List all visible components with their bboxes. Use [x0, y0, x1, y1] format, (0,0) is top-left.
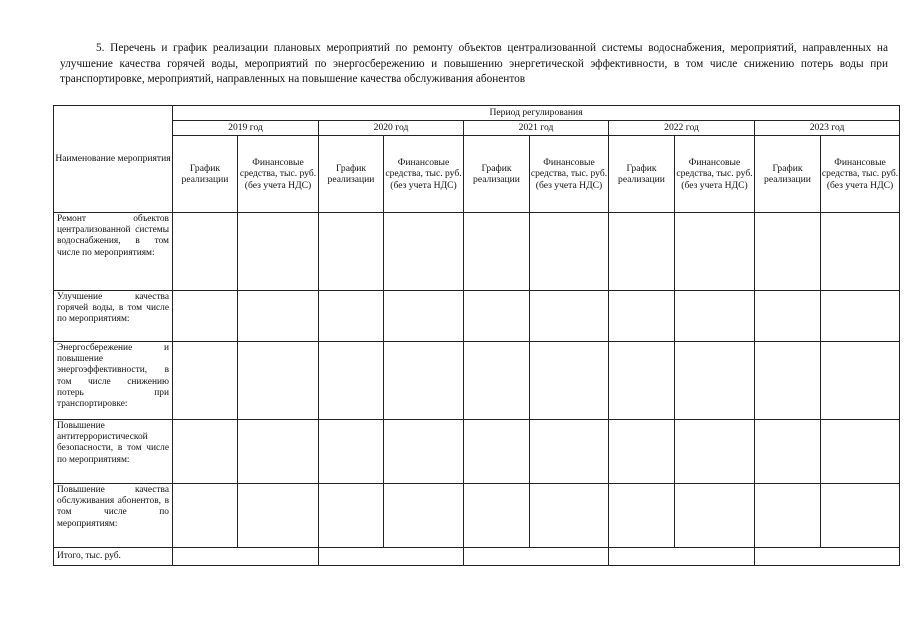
table-cell	[755, 484, 821, 548]
table-cell	[609, 484, 675, 548]
column-header-schedule: График реализации	[173, 136, 238, 213]
table-cell	[821, 342, 900, 420]
year-header: 2019 год	[173, 121, 319, 136]
column-header-schedule: График реализации	[464, 136, 530, 213]
table-cell	[384, 420, 464, 484]
table-cell	[821, 291, 900, 342]
column-header-finance: Финансовые средства, тыс. руб. (без учета НДС)	[675, 136, 755, 213]
column-header-finance: Финансовые средства, тыс. руб. (без учета НДС)	[384, 136, 464, 213]
table-cell	[530, 291, 609, 342]
table-cell	[238, 213, 319, 291]
table-cell	[675, 484, 755, 548]
column-header-finance: Финансовые средства, тыс. руб. (без учета НДС)	[530, 136, 609, 213]
table-cell	[173, 213, 238, 291]
column-header-schedule: График реализации	[319, 136, 384, 213]
table-cell	[319, 342, 384, 420]
table-cell	[675, 291, 755, 342]
table-cell	[384, 484, 464, 548]
total-row	[54, 548, 900, 566]
column-header-finance: Финансовые средства, тыс. руб. (без учета НДС)	[238, 136, 319, 213]
table-cell	[384, 291, 464, 342]
total-cell	[609, 548, 755, 566]
table-cell	[319, 213, 384, 291]
table-cell	[675, 213, 755, 291]
column-header-finance: Финансовые средства, тыс. руб. (без учета НДС)	[821, 136, 900, 213]
table-cell	[319, 420, 384, 484]
table-cell	[755, 420, 821, 484]
table-cell	[173, 420, 238, 484]
column-header-name: Наименование мероприятия	[54, 106, 173, 213]
table-row	[54, 213, 900, 291]
table-cell	[464, 484, 530, 548]
table-cell	[464, 291, 530, 342]
table-cell	[319, 291, 384, 342]
total-label: Итого, тыс. руб.	[54, 548, 173, 566]
total-cell	[464, 548, 609, 566]
section-heading-text: 5. Перечень и график реализации плановых мероприятий по ремонту объектов централизованной системы водоснабжения, мероприятий, направленных на улучшение качества горячей воды, мероприятий по энергосбережению и повышению энергетической эффективности, в том числе снижению потерь воды при транспортировке, мероприятий, направленных на повышение качества обслуживания абонентов	[60, 42, 888, 86]
table-cell	[609, 420, 675, 484]
table-cell	[238, 484, 319, 548]
table-cell	[173, 291, 238, 342]
table-cell	[319, 484, 384, 548]
column-header-schedule: График реализации	[609, 136, 675, 213]
table-cell	[464, 420, 530, 484]
table-cell	[464, 213, 530, 291]
table-row	[54, 342, 900, 420]
table-cell	[755, 213, 821, 291]
table-cell	[675, 342, 755, 420]
table-cell	[755, 291, 821, 342]
table-cell	[173, 484, 238, 548]
table-cell	[384, 342, 464, 420]
table-cell	[530, 484, 609, 548]
table-row	[54, 291, 900, 342]
table-cell	[609, 291, 675, 342]
row-label: Повышение качества обслуживания абонентов, в том числе по мероприятиям:	[54, 484, 173, 548]
row-label: Повышение антитеррористической безопасности, в том числе по мероприятиям:	[54, 420, 173, 484]
year-header: 2022 год	[609, 121, 755, 136]
total-cell	[173, 548, 319, 566]
year-header: 2023 год	[755, 121, 900, 136]
section-heading	[60, 41, 888, 88]
total-cell	[319, 548, 464, 566]
table-cell	[755, 342, 821, 420]
table-cell	[675, 420, 755, 484]
table-cell	[530, 213, 609, 291]
table-cell	[821, 484, 900, 548]
table-cell	[821, 420, 900, 484]
year-header: 2021 год	[464, 121, 609, 136]
table-cell	[464, 342, 530, 420]
plan-table	[53, 105, 900, 566]
total-cell	[755, 548, 900, 566]
table-row	[54, 420, 900, 484]
table-cell	[238, 291, 319, 342]
table-cell	[609, 342, 675, 420]
table-cell	[173, 342, 238, 420]
row-label: Улучшение качества горячей воды, в том числе по мероприятиям:	[54, 291, 173, 342]
row-label: Ремонт объектов централизованной системы водоснабжения, в том числе по мероприятиям:	[54, 213, 173, 291]
table-cell	[530, 420, 609, 484]
column-header-period: Период регулирования	[173, 106, 900, 121]
year-header: 2020 год	[319, 121, 464, 136]
row-label: Энергосбережение и повышение энергоэффективности, в том числе снижению потерь при транспортировке:	[54, 342, 173, 420]
table-cell	[609, 213, 675, 291]
column-header-schedule: График реализации	[755, 136, 821, 213]
table-cell	[530, 342, 609, 420]
table-cell	[821, 213, 900, 291]
table-cell	[238, 420, 319, 484]
table-cell	[238, 342, 319, 420]
table-cell	[384, 213, 464, 291]
table-row	[54, 484, 900, 548]
